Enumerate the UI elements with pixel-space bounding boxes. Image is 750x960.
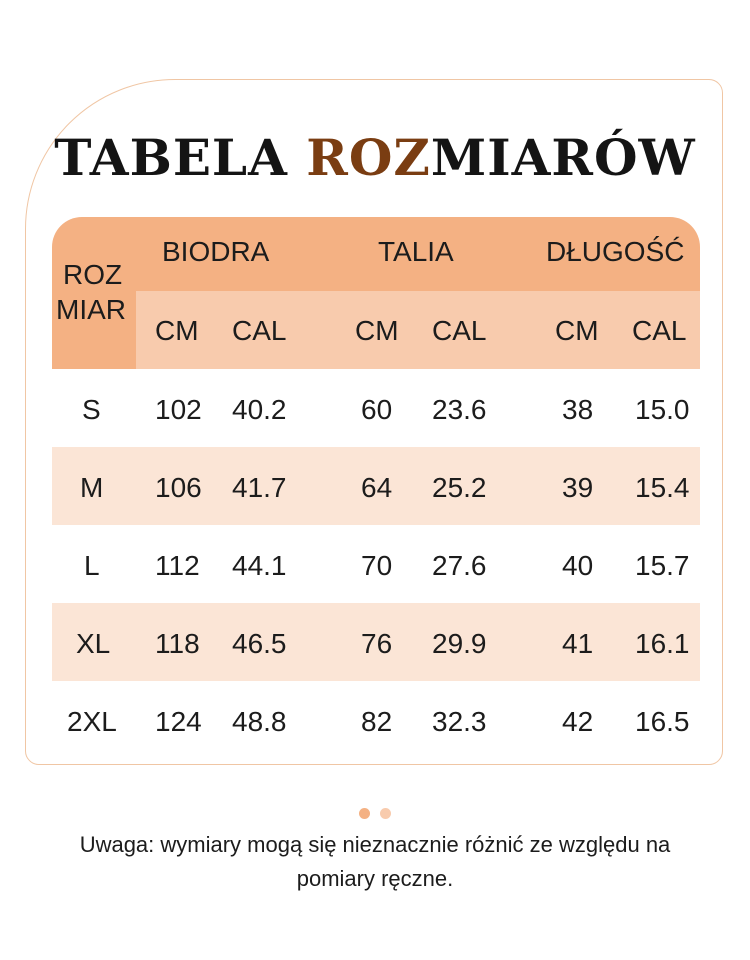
value-cell: 82 bbox=[361, 706, 393, 737]
group-header-length: DŁUGOŚĆ bbox=[546, 236, 685, 267]
value-cell: 38 bbox=[562, 394, 594, 425]
page-title bbox=[0, 128, 750, 187]
value-cell: 16.1 bbox=[635, 628, 690, 659]
value-cell: 15.4 bbox=[635, 472, 690, 503]
size-cell: XL bbox=[76, 628, 111, 659]
size-table bbox=[52, 217, 700, 757]
note-line1: Uwaga: wymiary mogą się nieznacznie różnić ze względu na bbox=[79, 832, 671, 857]
note-line2: pomiary ręczne. bbox=[296, 866, 454, 891]
unit-header: CAL bbox=[432, 315, 487, 346]
value-cell: 39 bbox=[562, 472, 594, 503]
value-cell: 112 bbox=[155, 550, 200, 581]
value-cell: 15.0 bbox=[635, 394, 690, 425]
unit-header: CM bbox=[555, 315, 599, 346]
table-row bbox=[52, 525, 700, 603]
value-cell: 60 bbox=[361, 394, 393, 425]
value-cell: 40.2 bbox=[232, 394, 287, 425]
size-header-line1: ROZ bbox=[63, 259, 123, 290]
value-cell: 15.7 bbox=[635, 550, 690, 581]
disclaimer-note bbox=[0, 828, 750, 896]
value-cell: 124 bbox=[155, 706, 202, 737]
value-cell: 16.5 bbox=[635, 706, 690, 737]
value-cell: 106 bbox=[155, 472, 202, 503]
title-part1: TABELA bbox=[54, 128, 307, 187]
value-cell: 118 bbox=[155, 628, 200, 659]
value-cell: 41.7 bbox=[232, 472, 287, 503]
table-row bbox=[52, 369, 700, 447]
value-cell: 64 bbox=[361, 472, 393, 503]
size-cell: 2XL bbox=[67, 706, 117, 737]
size-header-line2: MIAR bbox=[56, 294, 126, 325]
value-cell: 46.5 bbox=[232, 628, 287, 659]
value-cell: 25.2 bbox=[432, 472, 487, 503]
unit-header: CM bbox=[155, 315, 199, 346]
unit-header: CAL bbox=[232, 315, 287, 346]
value-cell: 42 bbox=[562, 706, 594, 737]
value-cell: 23.6 bbox=[432, 394, 487, 425]
size-cell: M bbox=[80, 472, 104, 503]
size-cell: L bbox=[84, 550, 100, 581]
table-row bbox=[52, 603, 700, 681]
title-accent: ROZ bbox=[306, 128, 431, 187]
value-cell: 32.3 bbox=[432, 706, 487, 737]
unit-header: CAL bbox=[632, 315, 687, 346]
carousel-dot[interactable] bbox=[380, 808, 391, 819]
value-cell: 27.6 bbox=[432, 550, 487, 581]
value-cell: 41 bbox=[562, 628, 594, 659]
carousel-dot-active[interactable] bbox=[359, 808, 370, 819]
group-header-waist: TALIA bbox=[378, 236, 454, 267]
value-cell: 44.1 bbox=[232, 550, 287, 581]
table-row bbox=[52, 681, 700, 759]
unit-header: CM bbox=[355, 315, 399, 346]
group-header-hips: BIODRA bbox=[162, 236, 270, 267]
value-cell: 70 bbox=[361, 550, 393, 581]
title-part3: MIARÓW bbox=[430, 128, 696, 187]
table-row bbox=[52, 447, 700, 525]
size-cell: S bbox=[82, 394, 101, 425]
value-cell: 102 bbox=[155, 394, 202, 425]
value-cell: 40 bbox=[562, 550, 594, 581]
value-cell: 48.8 bbox=[232, 706, 287, 737]
value-cell: 29.9 bbox=[432, 628, 487, 659]
value-cell: 76 bbox=[361, 628, 393, 659]
header-row-units bbox=[136, 291, 700, 369]
